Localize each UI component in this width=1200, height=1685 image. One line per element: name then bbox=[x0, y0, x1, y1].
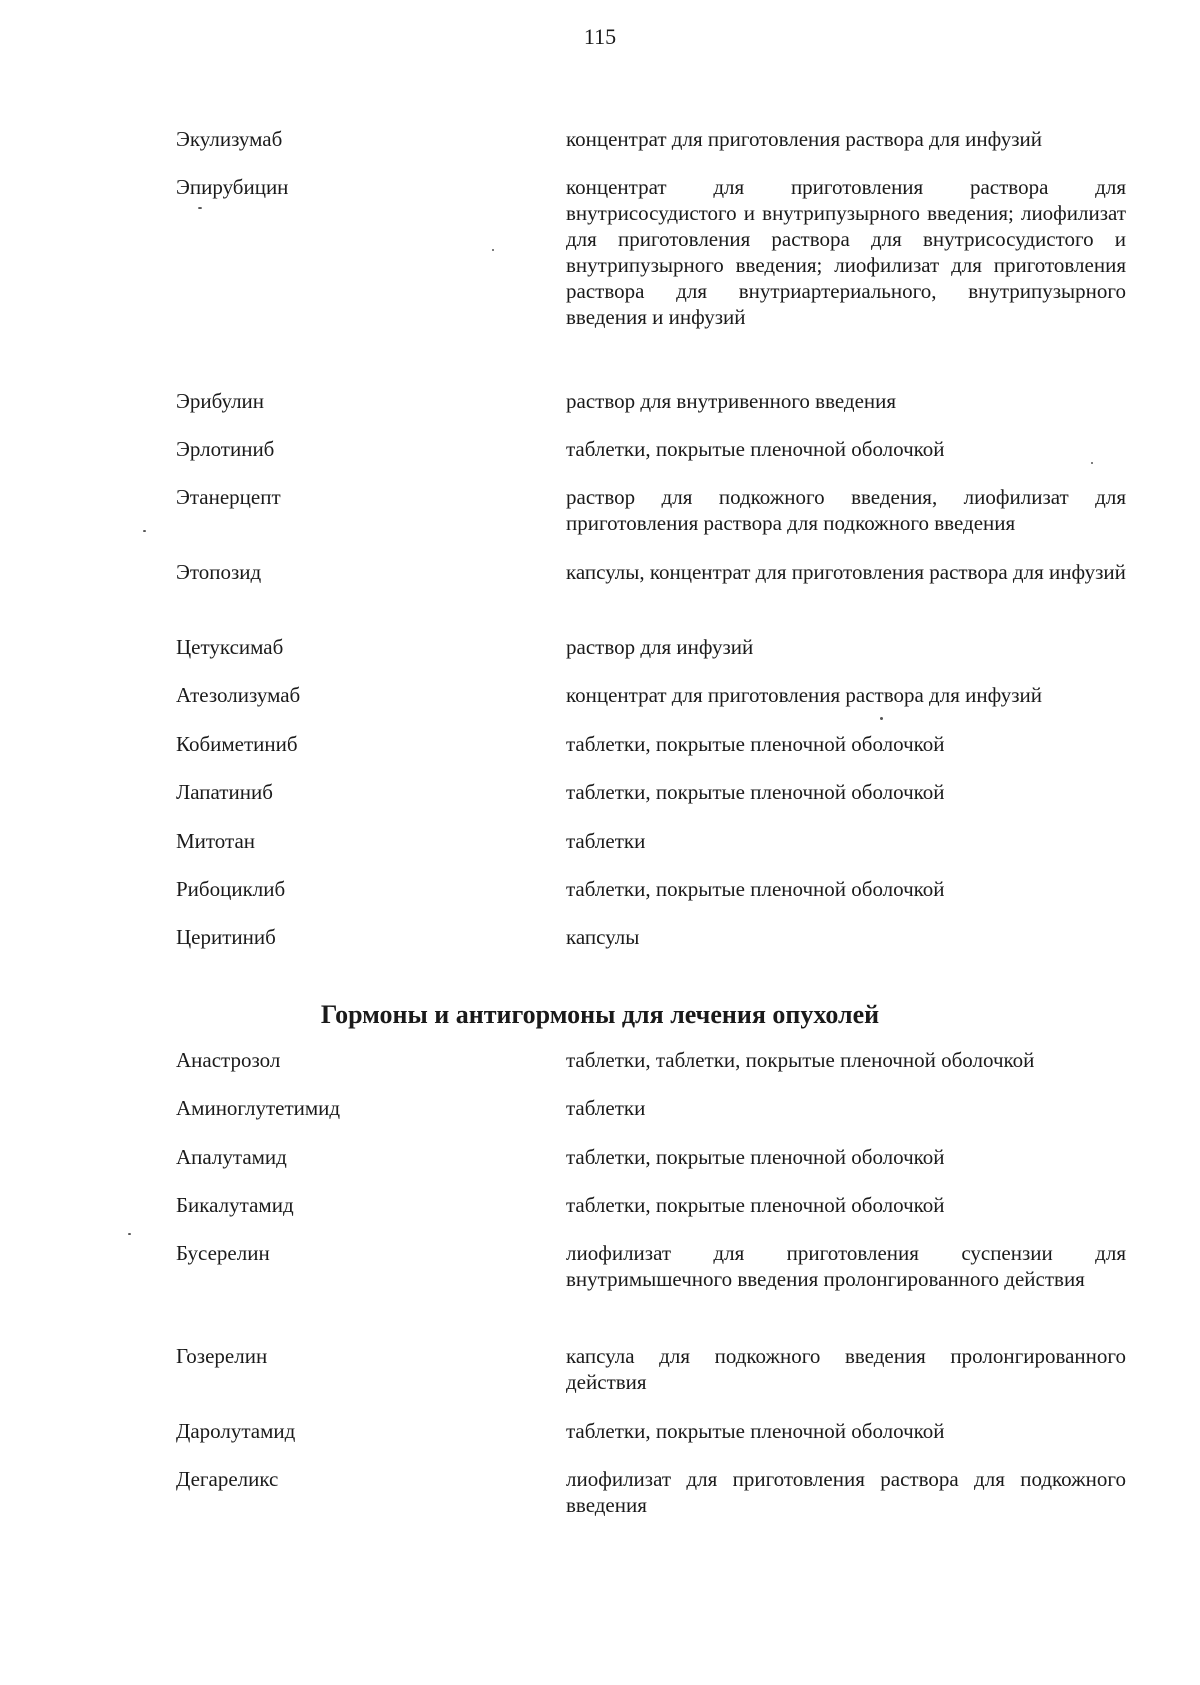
drug-name: Эпирубицин bbox=[176, 175, 289, 199]
section-title: Гормоны и антигормоны для лечения опухолей bbox=[320, 1000, 880, 1029]
drug-name: Эрлотиниб bbox=[176, 437, 275, 461]
drug-name: Апалутамид bbox=[176, 1145, 287, 1169]
scan-speck bbox=[880, 717, 883, 720]
drug-form: таблетки, покрытые пленочной оболочкой bbox=[566, 1193, 945, 1217]
drug-form: концентрат для приготовления раствора для инфузий bbox=[566, 127, 1042, 151]
drug-name: Церитиниб bbox=[176, 925, 276, 949]
drug-name: Кобиметиниб bbox=[176, 732, 298, 756]
drug-name: Бусерелин bbox=[176, 1241, 270, 1265]
drug-form: таблетки, покрытые пленочной оболочкой bbox=[566, 780, 945, 804]
drug-form: концентрат для приготовления раствора для внутрисосудистого и внутрипузырного введения; лиофилизат для приготовления раствора для внутрисосудистого и внутрипузырного введения; лиофилизат для приготовления раствора для внутриартериального, внутрипузырного введения и инфузий bbox=[566, 175, 1126, 329]
drug-form: лиофилизат для приготовления суспензии для внутримышечного введения пролонгированного действия bbox=[566, 1241, 1126, 1291]
drug-form: капсулы, концентрат для приготовления раствора для инфузий bbox=[566, 560, 1126, 584]
drug-form: таблетки bbox=[566, 829, 646, 853]
drug-form: капсулы bbox=[566, 925, 640, 949]
scan-speck bbox=[492, 249, 494, 251]
drug-form: раствор для инфузий bbox=[566, 635, 754, 659]
drug-name: Этанерцепт bbox=[176, 485, 281, 509]
drug-form: таблетки, покрытые пленочной оболочкой bbox=[566, 1145, 945, 1169]
drug-name: Атезолизумаб bbox=[176, 683, 301, 707]
scan-speck bbox=[143, 530, 146, 532]
drug-name: Цетуксимаб bbox=[176, 635, 284, 659]
drug-form: таблетки, покрытые пленочной оболочкой bbox=[566, 732, 945, 756]
drug-form: раствор для подкожного введения, лиофилизат для приготовления раствора для подкожного введения bbox=[566, 485, 1126, 535]
drug-form: концентрат для приготовления раствора для инфузий bbox=[566, 683, 1042, 707]
drug-form: таблетки, покрытые пленочной оболочкой bbox=[566, 1419, 945, 1443]
drug-name: Эрибулин bbox=[176, 389, 265, 413]
drug-name: Дегареликс bbox=[176, 1467, 279, 1491]
drug-name: Аминоглутетимид bbox=[176, 1096, 341, 1120]
drug-form: капсула для подкожного введения пролонгированного действия bbox=[566, 1344, 1126, 1394]
drug-form: таблетки, покрытые пленочной оболочкой bbox=[566, 877, 945, 901]
drug-name: Этопозид bbox=[176, 560, 262, 584]
drug-form: таблетки, таблетки, покрытые пленочной оболочкой bbox=[566, 1048, 1035, 1072]
page-number: 115 bbox=[583, 24, 617, 49]
drug-name: Митотан bbox=[176, 829, 256, 853]
drug-name: Даролутамид bbox=[176, 1419, 296, 1443]
drug-name: Рибоциклиб bbox=[176, 877, 286, 901]
scan-speck bbox=[128, 1233, 131, 1235]
drug-form: раствор для внутривенного введения bbox=[566, 389, 897, 413]
scan-speck bbox=[1091, 462, 1093, 464]
scan-speck bbox=[198, 207, 202, 209]
drug-name: Гозерелин bbox=[176, 1344, 268, 1368]
drug-name: Экулизумаб bbox=[176, 127, 283, 151]
drug-name: Бикалутамид bbox=[176, 1193, 294, 1217]
drug-form: лиофилизат для приготовления раствора для подкожного введения bbox=[566, 1467, 1126, 1517]
drug-name: Лапатиниб bbox=[176, 780, 273, 804]
drug-name: Анастрозол bbox=[176, 1048, 281, 1072]
drug-form: таблетки bbox=[566, 1096, 646, 1120]
drug-form: таблетки, покрытые пленочной оболочкой bbox=[566, 437, 945, 461]
